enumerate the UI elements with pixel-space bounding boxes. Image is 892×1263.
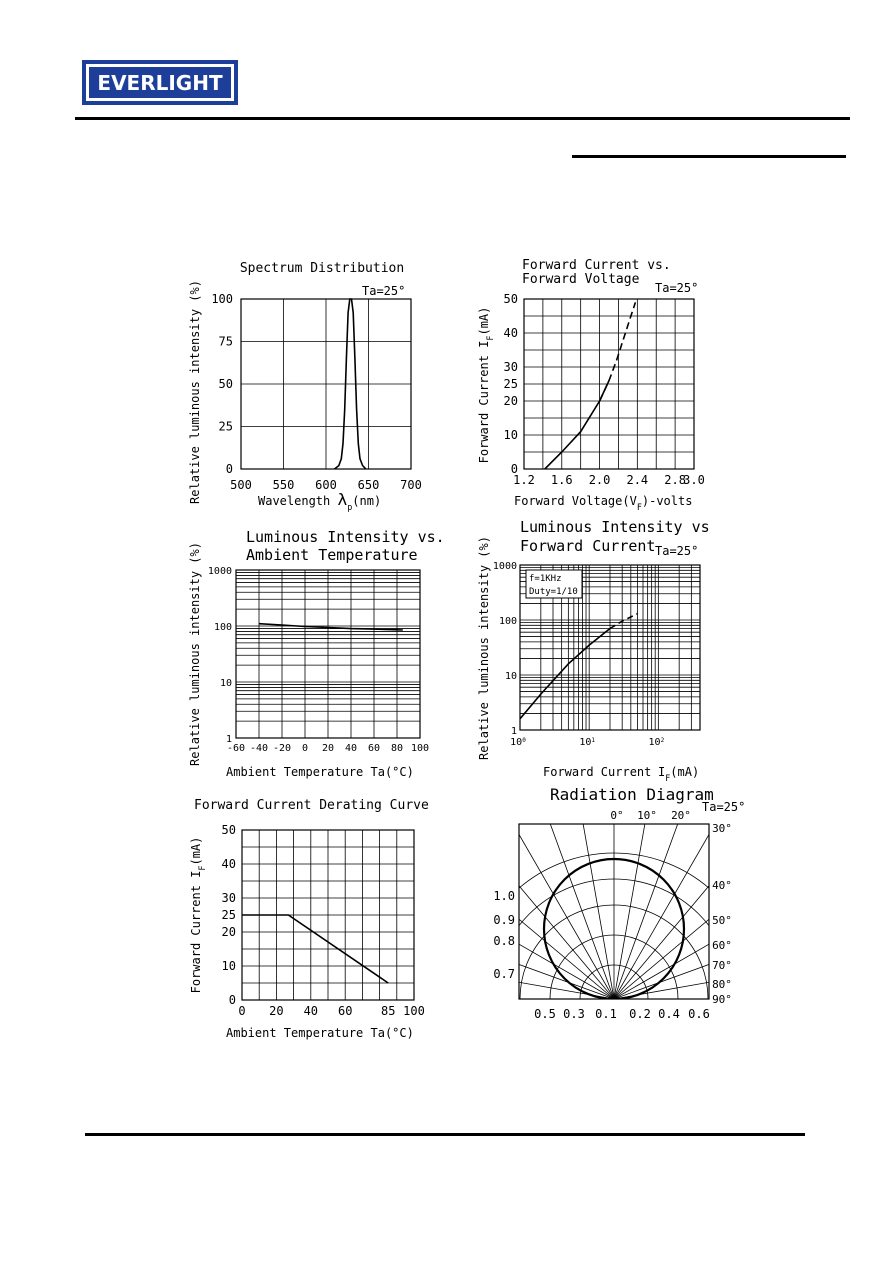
radiation-bottom-label: 0.1 — [595, 1007, 617, 1021]
iv-ytick-label: 40 — [503, 326, 518, 340]
temp-xtick-label: -20 — [272, 743, 292, 754]
spectrum-grid — [241, 299, 411, 469]
if-xlabel-symbol: $I_F(mA)$ — [658, 765, 700, 783]
if-ytick-label: 100 — [498, 616, 517, 627]
derating-xtick-label: 85 — [380, 1004, 396, 1018]
spectrum-xtick-label: 650 — [357, 478, 380, 492]
derating-ytick-label: 20 — [221, 925, 236, 939]
if-title-line1: Luminous Intensity vs — [520, 518, 710, 536]
spectrum-ytick-label: 25 — [218, 419, 233, 434]
temp-xtick-label: 20 — [321, 743, 335, 754]
temp-ytick-label: 100 — [213, 622, 232, 633]
iv-grid — [524, 299, 694, 469]
derating-xtick-label: 100 — [403, 1004, 425, 1018]
iv-condition: Ta=25° — [655, 281, 699, 295]
temp-ytick-label: 1 — [225, 734, 232, 745]
chart-radiation — [354, 736, 874, 1145]
radiation-angle-label: 50° — [712, 914, 732, 927]
derating-ylabel: Forward Current $I_F(mA)$ — [189, 836, 207, 994]
radiation-ring-label: 0.9 — [493, 913, 515, 927]
derating-ytick-label: 0 — [228, 993, 236, 1007]
temp-ylabel: Relative luminous intensity (%) — [188, 542, 202, 766]
radiation-title: Radiation Diagram — [550, 785, 714, 804]
radiation-ring-label: 1.0 — [493, 889, 515, 903]
if-title-line2: Forward Current — [520, 537, 656, 555]
radiation-ring-label: 0.8 — [493, 934, 515, 948]
if-series-extrapolated — [610, 614, 638, 629]
derating-ytick-label: 40 — [221, 857, 236, 871]
iv-xtick-label: 3.0 — [683, 473, 705, 487]
if-ytick-label: 1000 — [492, 561, 517, 572]
spectrum-xtick-label: 500 — [230, 478, 252, 492]
iv-xtick-label: 1.6 — [550, 473, 573, 487]
chart-derating — [189, 798, 429, 1040]
spectrum-ytick-label: 75 — [218, 334, 233, 349]
derating-xtick-label: 0 — [238, 1004, 246, 1018]
temp-xtick-label: 80 — [390, 743, 404, 754]
iv-title-line1: Forward Current vs. — [522, 258, 671, 273]
spectrum-xtick-label: 700 — [400, 478, 422, 492]
spectrum-xtick-label: 550 — [272, 478, 295, 492]
derating-ytick-label: 50 — [221, 823, 236, 837]
temp-ytick-label: 1000 — [207, 566, 232, 577]
radiation-spoke — [614, 910, 858, 999]
if-xtick-label: $10^1$ — [579, 736, 596, 748]
chart-spectrum — [188, 261, 422, 512]
spectrum-ytick-label: 100 — [211, 292, 233, 306]
if-ytick-label: 10 — [504, 671, 517, 682]
iv-ytick-label: 20 — [503, 394, 518, 408]
radiation-bottom-label: 0.3 — [563, 1007, 585, 1021]
temp-ytick-label: 10 — [219, 678, 232, 689]
spectrum-ytick-label: 50 — [218, 377, 233, 391]
radiation-spoke — [614, 800, 781, 999]
radiation-angle-label: 40° — [712, 879, 732, 892]
if-ytick-label: 1 — [510, 726, 517, 737]
derating-ytick-label: 30 — [221, 891, 236, 905]
iv-ytick-label: 30 — [503, 360, 518, 374]
radiation-angle-label: 90° — [712, 993, 732, 1006]
derating-xtick-label: 60 — [337, 1004, 353, 1018]
iv-ytick-label: 0 — [510, 462, 518, 476]
temp-xtick-label: 0 — [301, 743, 309, 754]
iv-ytick-label: 50 — [503, 292, 518, 306]
iv-ytick-label: 25 — [503, 377, 518, 391]
radiation-spoke — [370, 910, 614, 999]
spectrum-condition: Ta=25° — [362, 284, 406, 298]
iv-xtick-label: 2.8 — [664, 473, 686, 487]
iv-xtick-label: 2.0 — [588, 473, 611, 487]
iv-series-extrapolated — [600, 302, 636, 401]
iv-xlabel: Forward $Voltage(V_F)$-volts — [514, 494, 693, 512]
if-note-line2: Duty=1/10 — [529, 587, 578, 597]
spectrum-ylabel: Relative luminous intensity (%) — [188, 280, 202, 504]
radiation-angle-label: 10° — [637, 809, 657, 822]
radiation-bottom-label: 0.2 — [629, 1007, 651, 1021]
radiation-angle-label: 0° — [610, 809, 624, 822]
derating-xtick-label: 40 — [303, 1004, 319, 1018]
temp-xlabel: Ambient Temperature Ta(°C) — [226, 765, 414, 779]
if-condition: Ta=25° — [655, 544, 699, 558]
iv-ylabel: Forward Current $I_F(mA)$ — [477, 306, 495, 464]
radiation-bottom-label: 0.6 — [688, 1007, 710, 1021]
chart-ambient-temperature — [188, 528, 445, 779]
logo-text: EVERLIGHT — [97, 70, 223, 95]
derating-title: Forward Current Derating Curve — [194, 798, 429, 813]
temp-title-line1: Luminous Intensity vs. — [246, 528, 445, 546]
derating-ytick-label: 10 — [221, 959, 236, 973]
radiation-angle-label: 60° — [712, 939, 732, 952]
radiation-spoke — [447, 800, 614, 999]
iv-title-line2: Forward Voltage — [522, 272, 640, 287]
spectrum-xlabel: Wavelength $\lambda_p(nm)$ — [258, 490, 382, 512]
radiation-angle-label: 20° — [671, 809, 691, 822]
spectrum-ytick-label: 0 — [225, 462, 233, 476]
temp-series-line — [259, 624, 403, 630]
iv-xtick-label: 1.2 — [513, 473, 535, 487]
temp-title-line2: Ambient Temperature — [246, 546, 418, 564]
if-ylabel: Relative luminous intensity (%) — [477, 536, 491, 760]
iv-xtick-label: 2.4 — [626, 473, 649, 487]
temp-xtick-label: 60 — [367, 743, 381, 754]
temp-xtick-label: 40 — [344, 743, 358, 754]
if-xtick-label: $10^2$ — [648, 736, 665, 748]
chart-forward-voltage — [477, 258, 705, 512]
radiation-bottom-label: 0.4 — [658, 1007, 680, 1021]
if-xtick-label: $10^0$ — [510, 736, 526, 748]
spectrum-title: Spectrum Distribution — [239, 261, 405, 276]
derating-xtick-label: 20 — [269, 1004, 284, 1018]
if-xlabel: Forward Current — [543, 765, 652, 779]
spectrum-xtick-label: 600 — [315, 478, 337, 492]
derating-ytick-label: 25 — [221, 908, 236, 922]
temp-xtick-label: -40 — [249, 743, 269, 754]
if-note-line1: f=1KHz — [529, 574, 562, 584]
derating-xlabel: Ambient Temperature Ta(°C) — [226, 1026, 414, 1040]
radiation-ring-label: 0.7 — [493, 967, 515, 981]
radiation-bottom-label: 0.5 — [534, 1007, 556, 1021]
radiation-angle-label: 70° — [712, 959, 732, 972]
iv-ytick-label: 10 — [503, 428, 518, 442]
temp-grid — [236, 570, 420, 738]
temp-xtick-label: 100 — [410, 743, 430, 754]
temp-xtick-label: -60 — [226, 743, 246, 754]
radiation-condition: Ta=25° — [702, 800, 746, 814]
chart-forward-current — [477, 518, 710, 783]
radiation-angle-label: 30° — [712, 822, 732, 835]
radiation-angle-label: 80° — [712, 978, 732, 991]
